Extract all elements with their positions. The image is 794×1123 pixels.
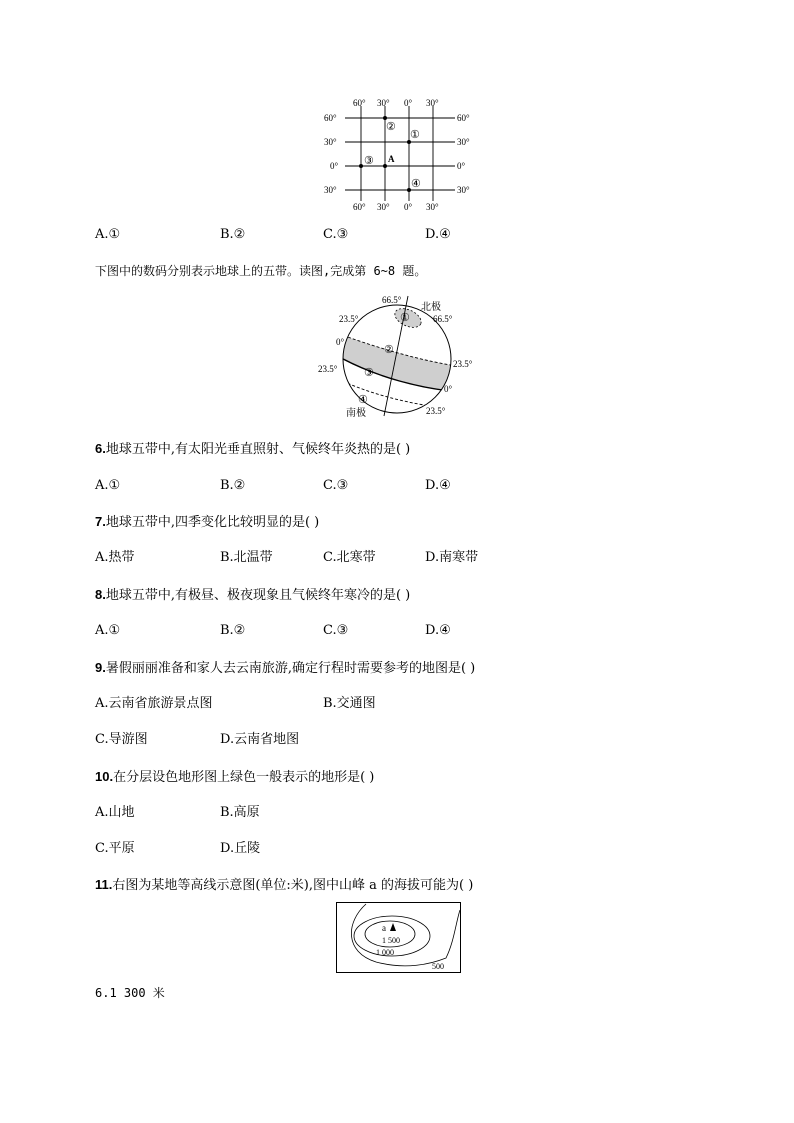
grid-right-label: 0° (457, 161, 466, 171)
q10-option-d: D.丘陵 (220, 841, 261, 856)
grid-right-label: 30° (457, 185, 470, 195)
contour-1000-label: 1 000 (376, 948, 394, 957)
q9-option-d: D.云南省地图 (220, 732, 300, 747)
trailing-answer-text: 6.1 300 米 (95, 986, 165, 1000)
q10-option-a: A.山地 (95, 805, 135, 820)
question-6: 6.地球五带中,有太阳光垂直照射、气候终年炎热的是( ) (95, 441, 411, 457)
grid-right-label: 30° (457, 137, 470, 147)
globe-lat-235-nr: 23.5° (453, 359, 473, 369)
globe-zone-4: ④ (358, 394, 368, 406)
grid-point-a: A (388, 154, 395, 164)
q5-option-a: A.① (95, 227, 121, 242)
q8-option-a: A.① (95, 623, 121, 638)
grid-top-label: 30° (377, 98, 390, 108)
grid-bottom-label: 0° (404, 202, 413, 212)
grid-bottom-label: 60° (353, 202, 366, 212)
contour-peak-label: a (382, 923, 386, 933)
globe-zone-1: ① (400, 312, 410, 324)
grid-left-label: 60° (324, 113, 337, 123)
contour-500-label: 500 (432, 962, 444, 971)
q5-option-d: D.④ (425, 227, 451, 242)
grid-top-label: 60° (353, 98, 366, 108)
earth-zones-figure (314, 292, 484, 420)
globe-lat-665-b: 66.5° (433, 314, 453, 324)
question-10: 10.在分层设色地形图上绿色一般表示的地形是( ) (95, 769, 375, 785)
globe-zone-2: ② (384, 344, 394, 356)
q10-option-b: B.高原 (220, 805, 260, 820)
intro-text: 下图中的数码分别表示地球上的五带。读图,完成第 6~8 题。 (95, 264, 427, 278)
contour-1500-label: 1 500 (382, 936, 400, 945)
q7-option-d: D.南寒带 (425, 550, 479, 565)
q6-option-b: B.② (220, 478, 246, 493)
lat-lon-grid-figure (320, 96, 480, 216)
q5-option-c: C.③ (323, 227, 349, 242)
question-11: 11.右图为某地等高线示意图(单位:米),图中山峰 a 的海拔可能为( ) (95, 877, 474, 893)
globe-lat-0-l: 0° (336, 337, 345, 347)
grid-top-label: 30° (426, 98, 439, 108)
globe-lat-235-nl: 23.5° (339, 314, 359, 324)
grid-right-label: 60° (457, 113, 470, 123)
grid-point-1: ① (410, 129, 420, 141)
grid-bottom-label: 30° (426, 202, 439, 212)
globe-lat-235-sr: 23.5° (426, 406, 446, 416)
q7-option-b: B.北温带 (220, 550, 273, 565)
globe-south-pole: 南极 (346, 408, 366, 419)
q7-option-c: C.北寒带 (323, 550, 376, 565)
q8-option-d: D.④ (425, 623, 451, 638)
q6-option-c: C.③ (323, 478, 349, 493)
q10-option-c: C.平原 (95, 841, 135, 856)
grid-left-label: 30° (324, 137, 337, 147)
q8-option-c: C.③ (323, 623, 349, 638)
q6-option-d: D.④ (425, 478, 451, 493)
globe-north-pole: 北极 (421, 302, 441, 313)
grid-point-3: ③ (364, 155, 374, 167)
q9-option-b: B.交通图 (323, 696, 376, 711)
grid-left-label: 0° (330, 161, 339, 171)
question-8: 8.地球五带中,有极昼、极夜现象且气候终年寒冷的是( ) (95, 587, 411, 603)
globe-lat-0-r: 0° (444, 384, 453, 394)
grid-bottom-label: 30° (377, 202, 390, 212)
grid-left-label: 30° (324, 185, 337, 195)
q7-option-a: A.热带 (95, 550, 135, 565)
grid-top-label: 0° (404, 98, 413, 108)
q9-option-a: A.云南省旅游景点图 (95, 696, 213, 711)
grid-point-4: ④ (411, 178, 421, 190)
q9-option-c: C.导游图 (95, 732, 148, 747)
globe-zone-3: ③ (364, 367, 374, 379)
grid-point-2: ② (386, 121, 396, 133)
contour-map-figure (336, 902, 461, 974)
q8-option-b: B.② (220, 623, 246, 638)
question-9: 9.暑假丽丽准备和家人去云南旅游,确定行程时需要参考的地图是( ) (95, 660, 476, 676)
q5-option-b: B.② (220, 227, 246, 242)
globe-lat-665-a: 66.5° (382, 295, 402, 305)
question-7: 7.地球五带中,四季变化比较明显的是( ) (95, 514, 320, 530)
globe-lat-235-sl: 23.5° (318, 364, 338, 374)
q6-option-a: A.① (95, 478, 121, 493)
